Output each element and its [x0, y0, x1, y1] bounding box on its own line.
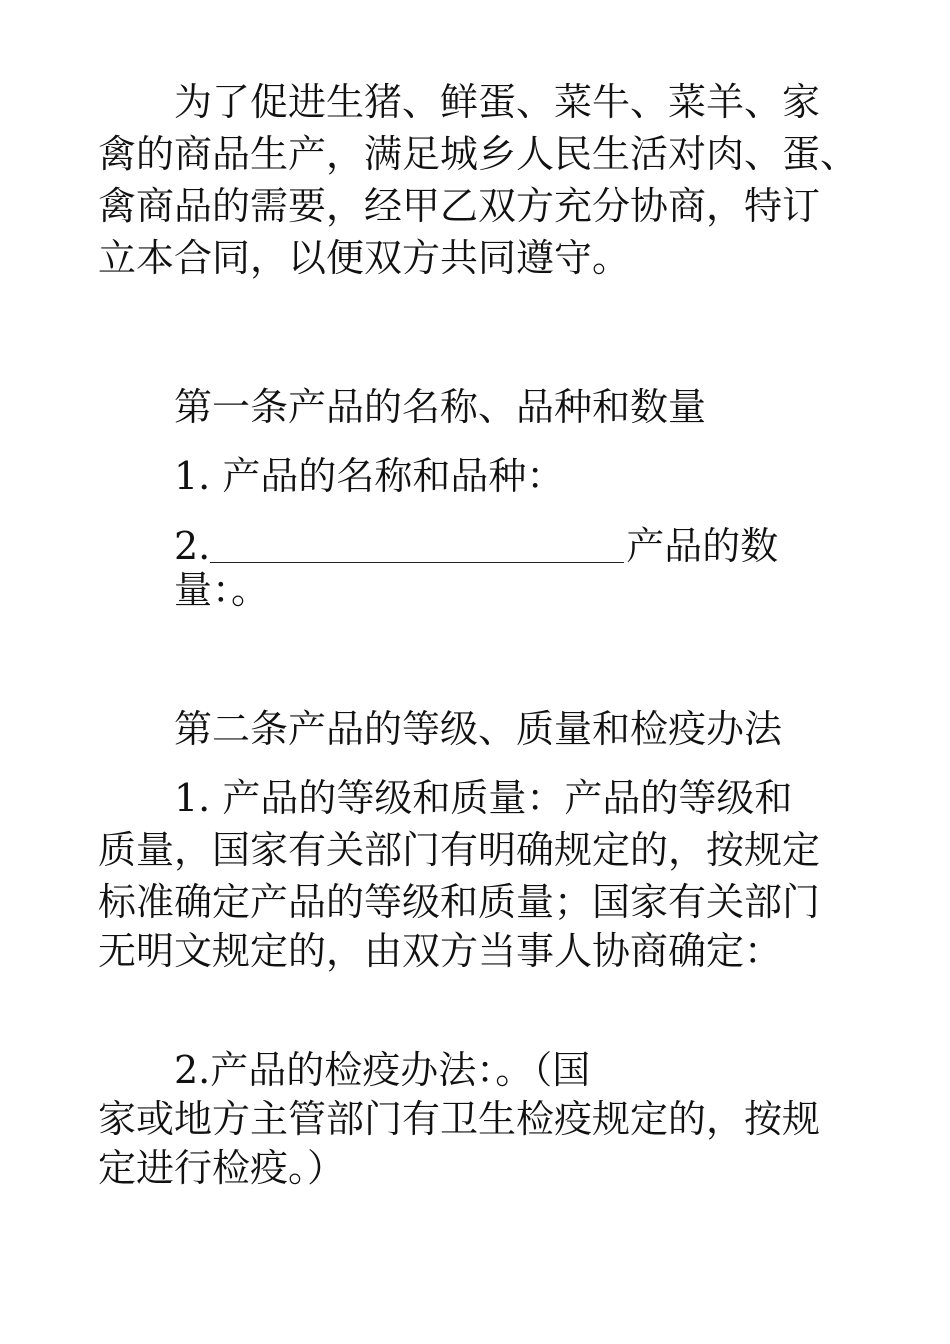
intro-line-4: 立本合同，以便双方共同遵守。 — [98, 236, 631, 280]
article-2-item-2-line-1: 2.产品的检疫办法：。（国 — [174, 1048, 591, 1092]
article-2-item-1-line-2: 质量，国家有关部门有明确规定的，按规定 — [98, 828, 821, 872]
article-2-heading: 第二条产品的等级、质量和检疫办法 — [174, 707, 783, 751]
article-1-item-1: 1. 产品的名称和品种： — [174, 454, 565, 498]
article-1-item-2-label: 产品的数 — [626, 524, 779, 568]
article-1-item-2-continuation: 量：。 — [174, 568, 270, 612]
intro-line-3: 禽商品的需要，经甲乙双方充分协商，特订 — [98, 184, 821, 228]
article-2-item-1-line-4: 无明文规定的，由双方当事人协商确定： — [98, 929, 783, 973]
article-2-item-2-line-2: 家或地方主管部门有卫生检疫规定的，按规 — [98, 1097, 821, 1141]
intro-line-1: 为了促进生猪、鲜蛋、菜牛、菜羊、家 — [174, 80, 821, 124]
article-2-item-1-line-3: 标准确定产品的等级和质量；国家有关部门 — [98, 880, 821, 924]
quantity-blank-line — [210, 524, 624, 563]
article-2-item-1-line-1: 1. 产品的等级和质量：产品的等级和 — [174, 776, 793, 820]
article-1-item-2-number: 2. — [174, 524, 211, 568]
intro-line-2: 禽的商品生产，满足城乡人民生活对肉、蛋、 — [98, 132, 859, 176]
article-2-item-2-line-3: 定进行检疫。） — [98, 1146, 346, 1190]
article-1-heading: 第一条产品的名称、品种和数量 — [174, 385, 707, 429]
